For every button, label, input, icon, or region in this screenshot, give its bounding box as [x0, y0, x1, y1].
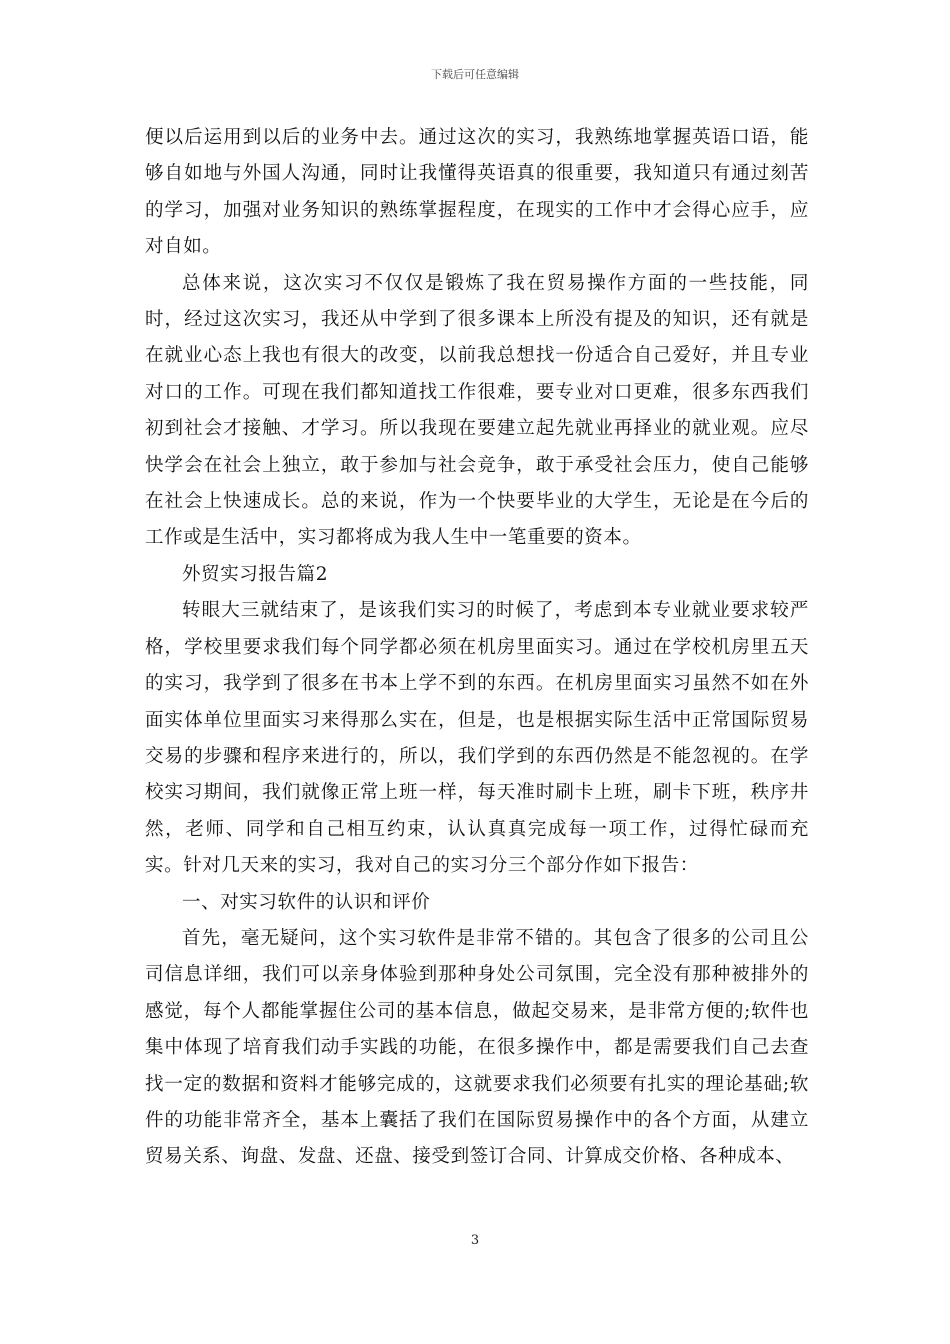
- document-body: [145, 120, 809, 1176]
- section-heading: 外贸实习报告篇2: [182, 563, 329, 585]
- subsection-heading: 一、对实习软件的认识和评价: [182, 891, 431, 913]
- paragraph-summary: 总体来说，这次实习不仅仅是锻炼了我在贸易操作方面的一些技能，同时，经过这次实习，我还从中学到了很多课本上所没有提及的知识，还有就是在就业心态上我也有很大的改变，以前我总想找一份适合自己爱好，并且专业对口的工作。可现在我们都知道找工作很难，要专业对口更难，很多东西我们初到社会才接触、才学习。所以我现在要建立起先就业再择业的就业观。应尽快学会在社会上独立，敢于参加与社会竞争，敢于承受社会压力，使自己能够在社会上快速成长。总的来说，作为一个快要毕业的大学生，无论是在今后的工作或是生活中，实习都将成为我人生中一笔重要的资本。: [145, 272, 809, 549]
- paragraph-evaluation: 首先，毫无疑问，这个实习软件是非常不错的。其包含了很多的公司且公司信息详细，我们可以亲身体验到那种身处公司氛围，完全没有那种被排外的感觉，每个人都能掌握住公司的基本信息，做起交易来，是非常方便的;软件也集中体现了培育我们动手实践的功能，在很多操作中，都是需要我们自己去查找一定的数据和资料才能够完成的，这就要求我们必须要有扎实的理论基础;软件的功能非常齐全，基本上囊括了我们在国际贸易操作中的各个方面，从建立贸易关系、询盘、发盘、还盘、接受到签订合同、计算成交价格、各种成本、: [145, 927, 809, 1168]
- paragraph-intro: 转眼大三就结束了，是该我们实习的时候了，考虑到本专业就业要求较严格，学校里要求我们每个同学都必须在机房里面实习。通过在学校机房里五天的实习，我学到了很多在书本上学不到的东西。在机房里面实习虽然不如在外面实体单位里面实习来得那么实在，但是，也是根据实际生活中正常国际贸易交易的步骤和程序来进行的，所以，我们学到的东西仍然是不能忽视的。在学校实习期间，我们就像正常上班一样，每天准时刷卡上班，刷卡下班，秩序井然，老师、同学和自己相互约束，认认真真完成每一项工作，过得忙碌而充实。针对几天来的实习，我对自己的实习分三个部分作如下报告：: [145, 600, 809, 877]
- paragraph-continuation: 便以后运用到以后的业务中去。通过这次的实习，我熟练地掌握英语口语，能够自如地与外国人沟通，同时让我懂得英语真的很重要，我知道只有通过刻苦的学习，加强对业务知识的熟练掌握程度，在现实的工作中才会得心应手，应对自如。: [145, 127, 809, 258]
- page-header: 下载后可任意编辑: [431, 68, 519, 81]
- page-number: 3: [470, 1233, 480, 1248]
